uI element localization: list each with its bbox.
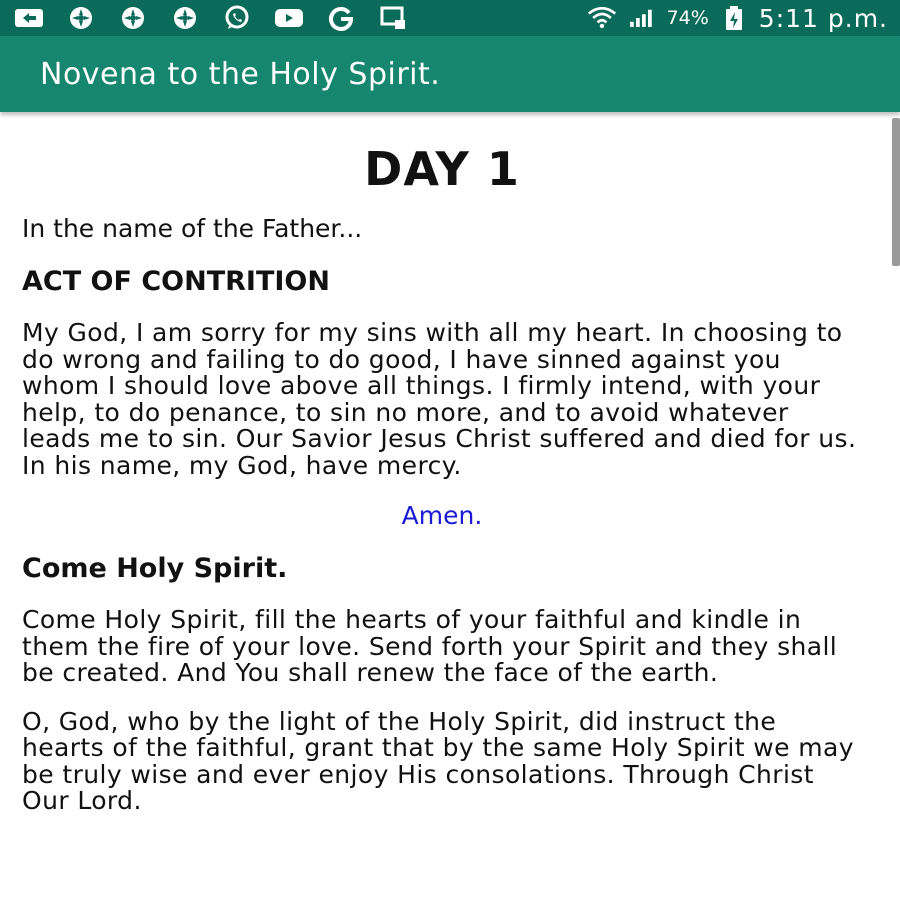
- status-right: [587, 4, 888, 33]
- youtube-icon: [274, 5, 304, 31]
- day-title: DAY 1: [364, 142, 520, 196]
- screenshot-icon: [378, 5, 408, 31]
- notification-icons: [14, 5, 408, 31]
- prayer-text: O, God, who by the light of the Holy Spirit, did instruct the hearts of the faithful, grant that by the same Holy Spirit we may be truly wise and ever enjoy His consolations. Through Christ Our Lord.: [22, 706, 854, 815]
- status-bar: [0, 0, 900, 36]
- wifi-icon: [587, 5, 617, 31]
- battery-percent: 74%: [666, 7, 709, 29]
- whatsapp-icon: [222, 5, 252, 31]
- app-title: Novena to the Holy Spirit.: [40, 56, 441, 92]
- amen-text: Amen.: [401, 501, 483, 530]
- contrition-text: My God, I am sorry for my sins with all my heart. In choosing to do wrong and failing to do good, I have sinned against you whom I should love above all things. I firmly intend, with your help, to do penance, to sin no more, and to avoid whatever leads me to sin. Our Savior Jesus Christ suffered and died for us. In his name, my God, have mercy.: [22, 318, 857, 480]
- screen-cast-icon: [14, 5, 44, 31]
- contrition-heading: ACT OF CONTRITION: [22, 266, 330, 297]
- app-bar: [0, 36, 900, 112]
- pinwheel-icon: [66, 5, 96, 31]
- come-holy-spirit-heading: Come Holy Spirit.: [22, 553, 288, 584]
- novena-content[interactable]: [0, 112, 888, 900]
- come-holy-spirit-text: Come Holy Spirit, fill the hearts of your faithful and kindle in them the fire of your love. Send forth your Spirit and they shall be created. And You shall renew the face of the earth.: [22, 605, 838, 687]
- scrollbar[interactable]: [892, 118, 900, 266]
- google-icon: [326, 5, 356, 31]
- clock: 5:11 p.m.: [758, 3, 888, 33]
- intro-line: In the name of the Father...: [22, 214, 363, 243]
- pinwheel-icon: [118, 5, 148, 31]
- battery-charging-icon: [719, 5, 749, 31]
- pinwheel-icon: [170, 5, 200, 31]
- signal-icon: [627, 5, 657, 31]
